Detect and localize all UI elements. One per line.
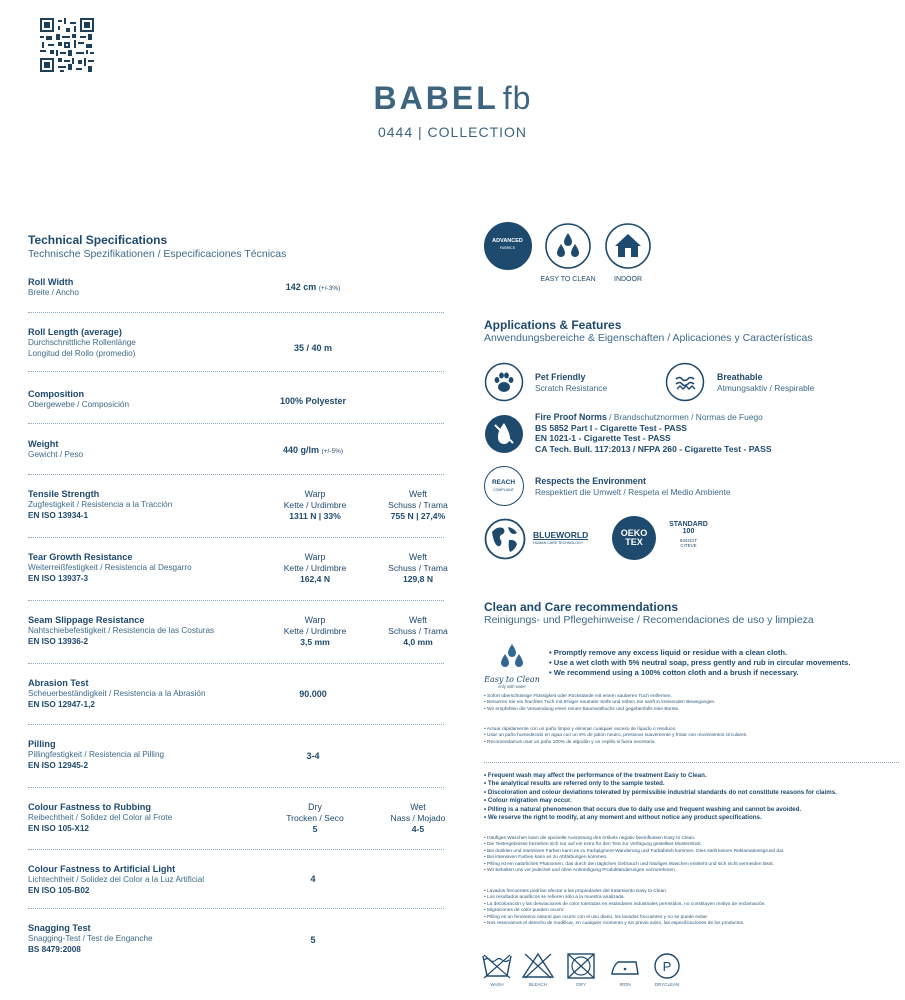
wash-label: WASH <box>490 982 504 987</box>
care-notes-en <box>484 772 899 822</box>
care-notes-de <box>484 836 899 874</box>
spec-sub: Breite / Ancho <box>28 288 79 297</box>
care-instructions-es <box>484 727 894 746</box>
spec-name: Snagging Test <box>28 923 91 933</box>
spec-sub: Durchschnittliche Rollenlänge <box>28 338 136 347</box>
care-instruction: • Promptly remove any excess liquid or residue with a clean cloth. <box>549 648 788 657</box>
care-note: • Bei dunklen und intensiven Farben kann es zu Farbpigment-Wanderung und Farbabrieb kommen. Dies stellt keinen Reklamationsgrund dar. <box>484 848 785 854</box>
fire-proof-feature <box>535 412 772 454</box>
care-instructions-de <box>484 694 894 713</box>
oeko-tex-logo <box>612 516 656 560</box>
warp-header: Warp <box>304 552 326 562</box>
spec-norm: EN ISO 105-B02 <box>28 885 90 895</box>
no-bleach-icon <box>521 952 555 980</box>
easy-to-clean-logo <box>484 642 540 688</box>
environment-feature <box>535 476 731 497</box>
fire-proof-icon <box>484 414 524 454</box>
warp-value: 162,4 N <box>299 574 331 584</box>
care-line: • Benutzen Sie ein feuchtes Tuch mit 5%iger neutraler Seife und reiben Sie sanft in kreisenden Bewegungen. <box>484 700 716 706</box>
weft-sub: Schuss / Trama <box>388 563 448 573</box>
spec-norm: EN ISO 13934-1 <box>28 510 89 520</box>
bleach-label: BLEACH <box>528 982 547 987</box>
technical-header <box>28 233 444 277</box>
environment-sub: Respektiert die Umwelt / Respeta el Medio Ambiente <box>535 486 731 497</box>
spec-norm: EN ISO 13937-3 <box>28 573 89 583</box>
warp-value: 1311 N | 33% <box>289 511 341 521</box>
easy-to-clean-icon <box>544 222 592 270</box>
oeko-institute: CITEVE <box>680 543 697 548</box>
spec-sub: Scheuerbeständigkeit / Resistencia a la Abrasión <box>28 689 206 698</box>
spec-name: Abrasion Test <box>28 678 89 688</box>
care-header <box>484 600 814 626</box>
spec-sub: Reibechtheit / Solidez del Color al Frote <box>28 813 173 822</box>
weft-value: 129,8 N <box>402 574 434 584</box>
no-tumble-dry-icon <box>564 952 598 980</box>
breathable-title: Breathable <box>717 372 763 382</box>
fire-proof-title: Fire Proof Norms <box>535 412 607 422</box>
breathable-sub: Atmungsaktiv / Respirable <box>717 382 815 393</box>
spec-row-snagging <box>28 909 444 969</box>
dryclean-label: DRYCLEAN <box>654 982 680 987</box>
weft-sub: Schuss / Trama <box>388 626 448 636</box>
water-drops-icon <box>484 642 540 670</box>
fire-norm-line: BS 5852 Part I - Cigarette Test - PASS <box>535 422 688 433</box>
advanced-label: ADVANCED <box>492 238 523 244</box>
reach-compliant-badge <box>484 466 524 506</box>
care-divider <box>484 762 899 763</box>
advanced-fabrics-badge <box>484 222 532 270</box>
spec-row-seam-slippage <box>28 601 448 664</box>
spec-name: Composition <box>28 389 85 399</box>
dry-label: DRY <box>576 982 586 987</box>
easy-to-clean-logo-text: Easy to Clean <box>484 675 540 684</box>
dry-value: 5 <box>312 824 318 834</box>
title-suffix: fb <box>502 80 532 116</box>
pet-friendly-title: Pet Friendly <box>535 372 586 382</box>
paw-icon <box>484 362 524 402</box>
spec-name: Roll Width <box>28 277 74 287</box>
breathable-icon <box>665 362 705 402</box>
blueworld-logo <box>533 530 588 545</box>
spec-name: Pilling <box>28 739 56 749</box>
weft-sub: Schuss / Trama <box>388 500 448 510</box>
weft-header: Weft <box>409 552 427 562</box>
fire-norm-line: EN 1021-1 - Cigarette Test - PASS <box>535 433 671 443</box>
care-note: • Migraciones de color pueden ocurrir. <box>484 908 565 914</box>
weft-value: 4,0 mm <box>403 637 433 647</box>
spec-sub: Obergewebe / Composición <box>28 400 130 409</box>
spec-tolerance: (+/-3%) <box>318 285 341 292</box>
care-note: • The analytical results are referred only to the sample tested. <box>484 780 665 788</box>
spec-norm: EN ISO 105-X12 <box>28 823 89 833</box>
spec-row-roll-width <box>28 277 444 313</box>
dryclean-letter: P <box>662 959 672 974</box>
spec-value: 35 / 40 m <box>293 343 333 353</box>
care-line: • Usar un paño humedecido en agua con un 5% de jabón neutro, presionar suavemente y frotar con movimientos circulares. <box>484 733 748 739</box>
care-note: • We reserve the right to modify, at any moment and without notice any product specifications. <box>484 814 762 822</box>
spec-name: Weight <box>28 439 59 449</box>
breathable-feature <box>717 372 814 393</box>
technical-specifications <box>28 233 448 969</box>
fire-proof-title-rest: / Brandschutznormen / Normas de Fuego <box>606 412 763 422</box>
spec-tolerance: (+/-5%) <box>321 448 344 455</box>
care-note: • Colour migration may occur. <box>484 797 572 805</box>
spec-value: 5 <box>310 935 316 945</box>
spec-name: Colour Fastness to Rubbing <box>28 802 152 812</box>
pet-friendly-feature <box>535 372 607 393</box>
dry-header: Dry <box>308 802 322 812</box>
standard-number: 100 <box>682 528 695 535</box>
care-note: • Discoloration and colour deviations tolerated by permissible industrial standards do not constitute reasons for claims. <box>484 788 837 796</box>
care-line: • Wir empfehlen die Verwendung eines reinen Baumwolltuchs und gegebenfalls eine Bürste. <box>484 706 680 712</box>
care-main-instructions <box>549 648 850 678</box>
indoor-label: INDOOR <box>614 276 642 283</box>
spec-row-abrasion <box>28 664 444 725</box>
care-instruction: • We recommend using a 100% cotton cloth and a brush if necessary. <box>549 668 799 677</box>
spec-norm: EN ISO 12947-1,2 <box>28 699 95 709</box>
technical-title: Technical Specifications <box>28 233 168 247</box>
globe-icon <box>484 518 526 560</box>
fabrics-label: FABRICS <box>499 246 516 250</box>
oeko-code: 9342CIT <box>679 538 698 543</box>
spec-sub: Longitud del Rollo (promedio) <box>28 348 136 358</box>
spec-sub: Weiterreißfestigkeit / Resistencia al Desgarro <box>28 563 192 572</box>
spec-sub: Snagging-Test / Test de Enganche <box>28 934 153 943</box>
dryclean-icon <box>652 952 682 980</box>
weft-value: 755 N | 27,4% <box>390 511 446 521</box>
spec-row-weight <box>28 424 444 475</box>
spec-sub: Lichtechtheit / Solidez del Color a la Luz Artificial <box>28 875 205 884</box>
warp-sub: Kette / Urdimbre <box>283 626 347 636</box>
standard-label: STANDARD <box>669 521 708 528</box>
reach-label: REACH <box>491 479 516 486</box>
spec-sub: Pillingfestigkeit / Resistencia al Pilling <box>28 750 165 759</box>
spec-row-roll-length <box>28 313 444 372</box>
blueworld-sub: HUMAN CARE TECHNOLOGY <box>533 541 584 545</box>
warp-sub: Kette / Urdimbre <box>283 563 347 573</box>
spec-sub: Zugfestigkeit / Resistencia a la Tracción <box>28 500 173 509</box>
care-title: Clean and Care recommendations <box>484 600 679 614</box>
oeko-label: OEKO <box>620 528 648 538</box>
spec-value: 100% Polyester <box>279 396 347 406</box>
care-notes-es <box>484 889 899 927</box>
applications-title: Applications & Features <box>484 318 622 332</box>
care-line: • Sofort überschüssige Flüssigkeit oder Rückstände mit einem sauberen Tuch entfernen. <box>484 694 672 699</box>
care-note: • Nos reservamos el derecho de modificar, en cualquier momento y sin previo aviso, las especificaciones de los productos. <box>484 921 745 927</box>
spec-row-composition <box>28 372 444 424</box>
fire-norm-line: CA Tech. Bull. 117:2013 / NFPA 260 - Cigarette Test - PASS <box>535 443 772 454</box>
qr-code <box>40 18 94 72</box>
spec-name: Colour Fastness to Artificial Light <box>28 864 176 874</box>
spec-norm: EN ISO 13936-2 <box>28 636 89 646</box>
care-note: • Pilling is a natural phenomenon that occurs due to daily use and frequent washing and cannot be avoided. <box>484 805 802 813</box>
applications-header <box>484 318 813 344</box>
warp-header: Warp <box>304 615 326 625</box>
wet-header: Wet <box>410 802 426 812</box>
dry-sub: Trocken / Seco <box>286 813 344 823</box>
spec-sub: Nahtschiebefestigkeit / Resistencia de las Costuras <box>28 626 215 635</box>
spec-row-tear-growth <box>28 538 448 601</box>
care-subtitle: Reinigungs- und Pflegehinweise / Recomendaciones de uso y limpieza <box>484 614 814 626</box>
warp-sub: Kette / Urdimbre <box>283 500 347 510</box>
care-note: • Bei intensiven Farben kann es zu Abfärbungen kommen. <box>484 855 608 861</box>
care-note: • Pilling es un fenómeno natural que ocurre con el uso diario, los lavados frecuentes y no se puede evitar. <box>484 914 709 920</box>
spec-value: 4 <box>310 874 316 884</box>
iron-label: IRON <box>619 982 631 987</box>
weft-header: Weft <box>409 489 427 499</box>
care-line: • Recomendamos usar un paño 100% de algodón y un cepillo si fuera necesario. <box>484 739 656 745</box>
spec-value: 3-4 <box>306 751 320 761</box>
pet-friendly-sub: Scratch Resistance <box>535 382 608 393</box>
care-note: • Frequent wash may affect the performance of the treatment Easy to Clean. <box>484 772 707 779</box>
care-instruction: • Use a wet cloth with 5% neutral soap, press gently and rub in circular movements. <box>549 658 851 667</box>
spec-value: 90.000 <box>299 689 327 699</box>
wet-value: 4-5 <box>411 824 425 834</box>
iron-icon <box>608 952 642 980</box>
applications-subtitle: Anwendungsbereiche & Eigenschaften / Aplicaciones y Características <box>484 332 813 344</box>
spec-norm: BS 8479:2008 <box>28 944 81 954</box>
easy-to-clean-logo-sub: only with water <box>498 684 526 689</box>
compliant-label: COMPLIANT <box>493 488 514 492</box>
spec-name: Tear Growth Resistance <box>28 552 133 562</box>
technical-subtitle: Technische Spezifikationen / Especificaciones Técnicas <box>28 248 287 260</box>
spec-row-tensile-strength <box>28 475 448 538</box>
warp-header: Warp <box>304 489 326 499</box>
title-main: BABEL <box>373 80 499 116</box>
care-note: • Häufiges Waschen kann die spezielle Ausrüstung des Artikels negativ beeinflussen Easy to Clean. <box>484 836 696 841</box>
spec-value: 142 cm <box>285 282 317 292</box>
care-note: • La decoloración y las desviaciones de color toleradas en estándares industriales permitidos, no constituyen motivo de reclamación. <box>484 901 766 907</box>
indoor-house-icon <box>604 222 652 270</box>
care-note: • Los resultados analíticos se refieren sólo a la muestra analizada. <box>484 895 625 901</box>
spec-row-colour-rubbing <box>28 788 444 850</box>
care-note: • Die Testergebnisse beziehen sich nur auf ein extra für den Test zur Verfügung gestelltes Musterstück. <box>484 842 703 848</box>
care-note: • Pilling ist ein natürliches Phänomen, das durch den täglichen Gebrauch und häufiges Waschen entsteht und sich nicht vermeiden lässt. <box>484 861 775 867</box>
environment-title: Respects the Environment <box>535 476 646 486</box>
collection-subtitle: 0444 | COLLECTION <box>377 124 528 140</box>
spec-name: Seam Slippage Resistance <box>28 615 145 625</box>
spec-value: 440 g/lm <box>282 445 319 455</box>
oeko-standard <box>661 521 716 548</box>
spec-name: Roll Length (average) <box>28 327 122 337</box>
care-note: • Wir behalten uns vor jederzeit und ohne Ankündigung Produktänderungen vorzunehmen. <box>484 868 677 874</box>
wet-sub: Nass / Mojado <box>390 813 446 823</box>
spec-norm: EN ISO 12945-2 <box>28 760 89 770</box>
spec-row-colour-light <box>28 850 444 909</box>
tex-label: TEX <box>625 537 643 547</box>
spec-name: Tensile Strength <box>28 489 100 499</box>
warp-value: 3,5 mm <box>300 637 330 647</box>
spec-sub: Gewicht / Peso <box>28 450 84 459</box>
easy-to-clean-label: EASY TO CLEAN <box>540 276 596 283</box>
blueworld-label: BLUEWORLD <box>533 530 589 540</box>
weft-header: Weft <box>409 615 427 625</box>
care-line: • Actuar rápidamente con un paño limpio y eliminar cualquier exceso de líquido o residuos. <box>484 727 677 732</box>
spec-row-pilling <box>28 725 444 788</box>
no-wash-icon <box>480 952 514 980</box>
collection-title <box>0 80 905 117</box>
care-note: • Lavados frecuentes podrían afectar a las propiedades del tratamiento Easy to Clean. <box>484 889 668 894</box>
